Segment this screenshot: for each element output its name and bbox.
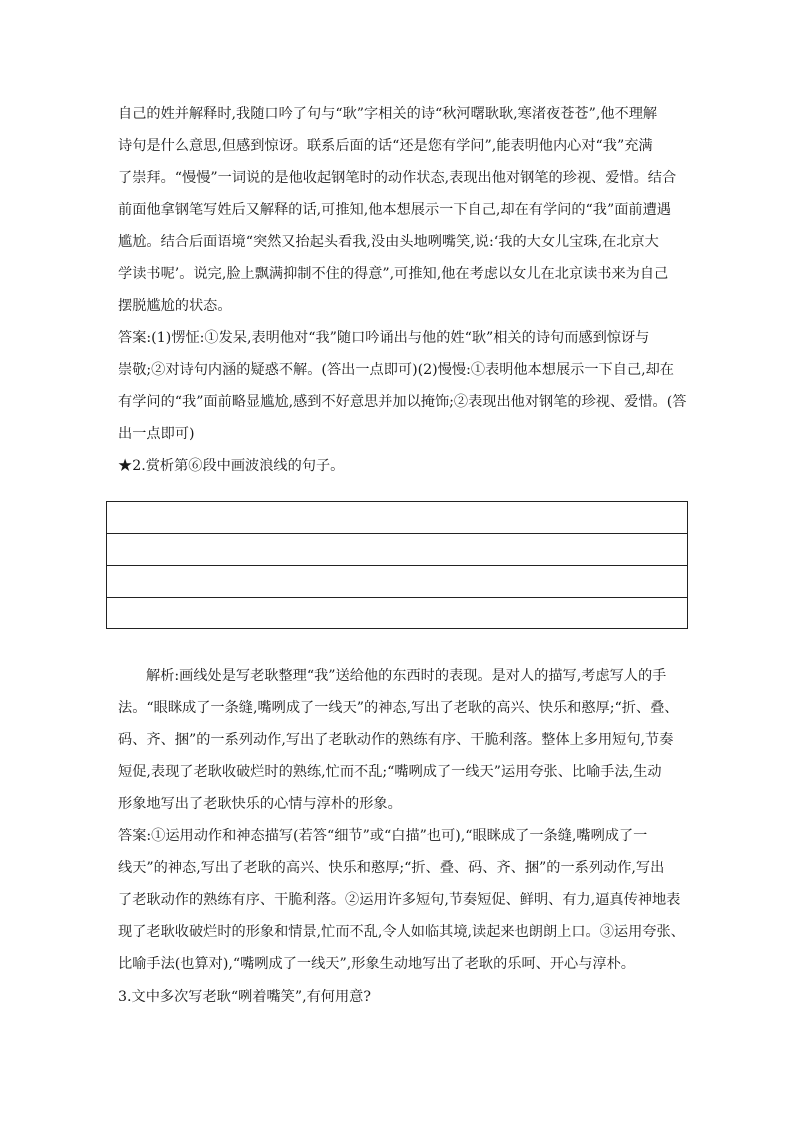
question-3 (118, 981, 690, 1013)
text-line: 摆脱尴尬的状态。 (118, 298, 232, 314)
text-line: 了崇拜。“慢慢”一词说的是他收起钢笔时的动作状态,表现出他对钢笔的珍视、爱惜。结合 (118, 170, 677, 186)
answer-paragraph-1 (118, 322, 690, 450)
answer-line[interactable] (107, 566, 687, 598)
answer-lines-box[interactable] (106, 501, 688, 629)
analysis-paragraph-1 (118, 98, 690, 322)
question-text: 3.文中多次写老耿“咧着嘴笑”,有何用意? (118, 989, 371, 1005)
text-line (118, 660, 690, 692)
text-line: 答案:(1)愣怔:①发呆,表明他对“我”随口吟诵出与他的姓“耿”相关的诗句而感到惊讶与 (118, 330, 650, 346)
answer-line[interactable] (107, 534, 687, 566)
answer-paragraph-2 (118, 820, 690, 980)
text-line: 线天”的神态,写出了老耿的高兴、快乐和憨厚;“折、叠、码、齐、捆”的一系列动作,写出 (118, 860, 665, 876)
text-line: 现了老耿收破烂时的形象和情景,忙而不乱,令人如临其境,读起来也朗朗上口。③运用夸张、 (118, 924, 685, 940)
question-2 (118, 450, 690, 482)
answer-line[interactable] (107, 598, 687, 630)
text-line: 学读书呢’。说完,脸上飘满抑制不住的得意”,可推知,他在考虑以女儿在北京读书来为自己 (118, 266, 669, 282)
text-line: 比喻手法(也算对),“嘴咧成了一线天”,形象生动地写出了老耿的乐呵、开心与淳朴。 (118, 956, 635, 972)
question-text: ★2.赏析第⑥段中画波浪线的句子。 (118, 458, 345, 474)
text-line: 码、齐、捆”的一系列动作,写出了老耿动作的熟练有序、干脆利落。整体上多用短句,节奏 (118, 732, 674, 748)
text-line: 形象地写出了老耿快乐的心情与淳朴的形象。 (118, 796, 402, 812)
answer-line[interactable] (107, 502, 687, 534)
text-line: 有学问的“我”面前略显尴尬,感到不好意思并加以掩饰;②表现出他对钢笔的珍视、爱惜。(答 (118, 394, 687, 410)
text-line: 崇敬;②对诗句内涵的疑惑不解。(答出一点即可)(2)慢慢:①表明他本想展示一下自己,却在 (118, 362, 674, 378)
text-line: 诗句是什么意思,但感到惊讶。联系后面的话“还是您有学问”,能表明他内心对“我”充满 (118, 138, 653, 154)
text-line: 了老耿动作的熟练有序、干脆利落。②运用许多短句,节奏短促、鲜明、有力,逼真传神地表 (118, 892, 681, 908)
text-line-content: 解析:画线处是写老耿整理“我”送给他的东西时的表现。是对人的描写,考虑写人的手 (146, 668, 667, 684)
text-line: 法。“眼眯成了一条缝,嘴咧成了一线天”的神态,写出了老耿的高兴、快乐和憨厚;“折、叠、 (118, 700, 679, 716)
text-line: 答案:①运用动作和神态描写(若答“细节”或“白描”也可),“眼眯成了一条缝,嘴咧成了一 (118, 828, 648, 844)
text-line: 前面他拿钢笔写姓后又解释的话,可推知,他本想展示一下自己,却在有学问的“我”面前遭遇 (118, 202, 671, 218)
text-line: 短促,表现了老耿收破烂时的熟练,忙而不乱;“嘴咧成了一线天”运用夸张、比喻手法,生动 (118, 764, 662, 780)
text-line: 自己的姓并解释时,我随口吟了句与“耿”字相关的诗“秋河曙耿耿,寒渚夜苍苍”,他不理解 (118, 106, 658, 122)
text-line: 出一点即可) (118, 426, 195, 442)
text-line: 尴尬。结合后面语境“突然又抬起头看我,没由头地咧嘴笑,说:‘我的大女儿宝珠,在北京大 (118, 234, 659, 250)
analysis-paragraph-2 (118, 660, 690, 820)
